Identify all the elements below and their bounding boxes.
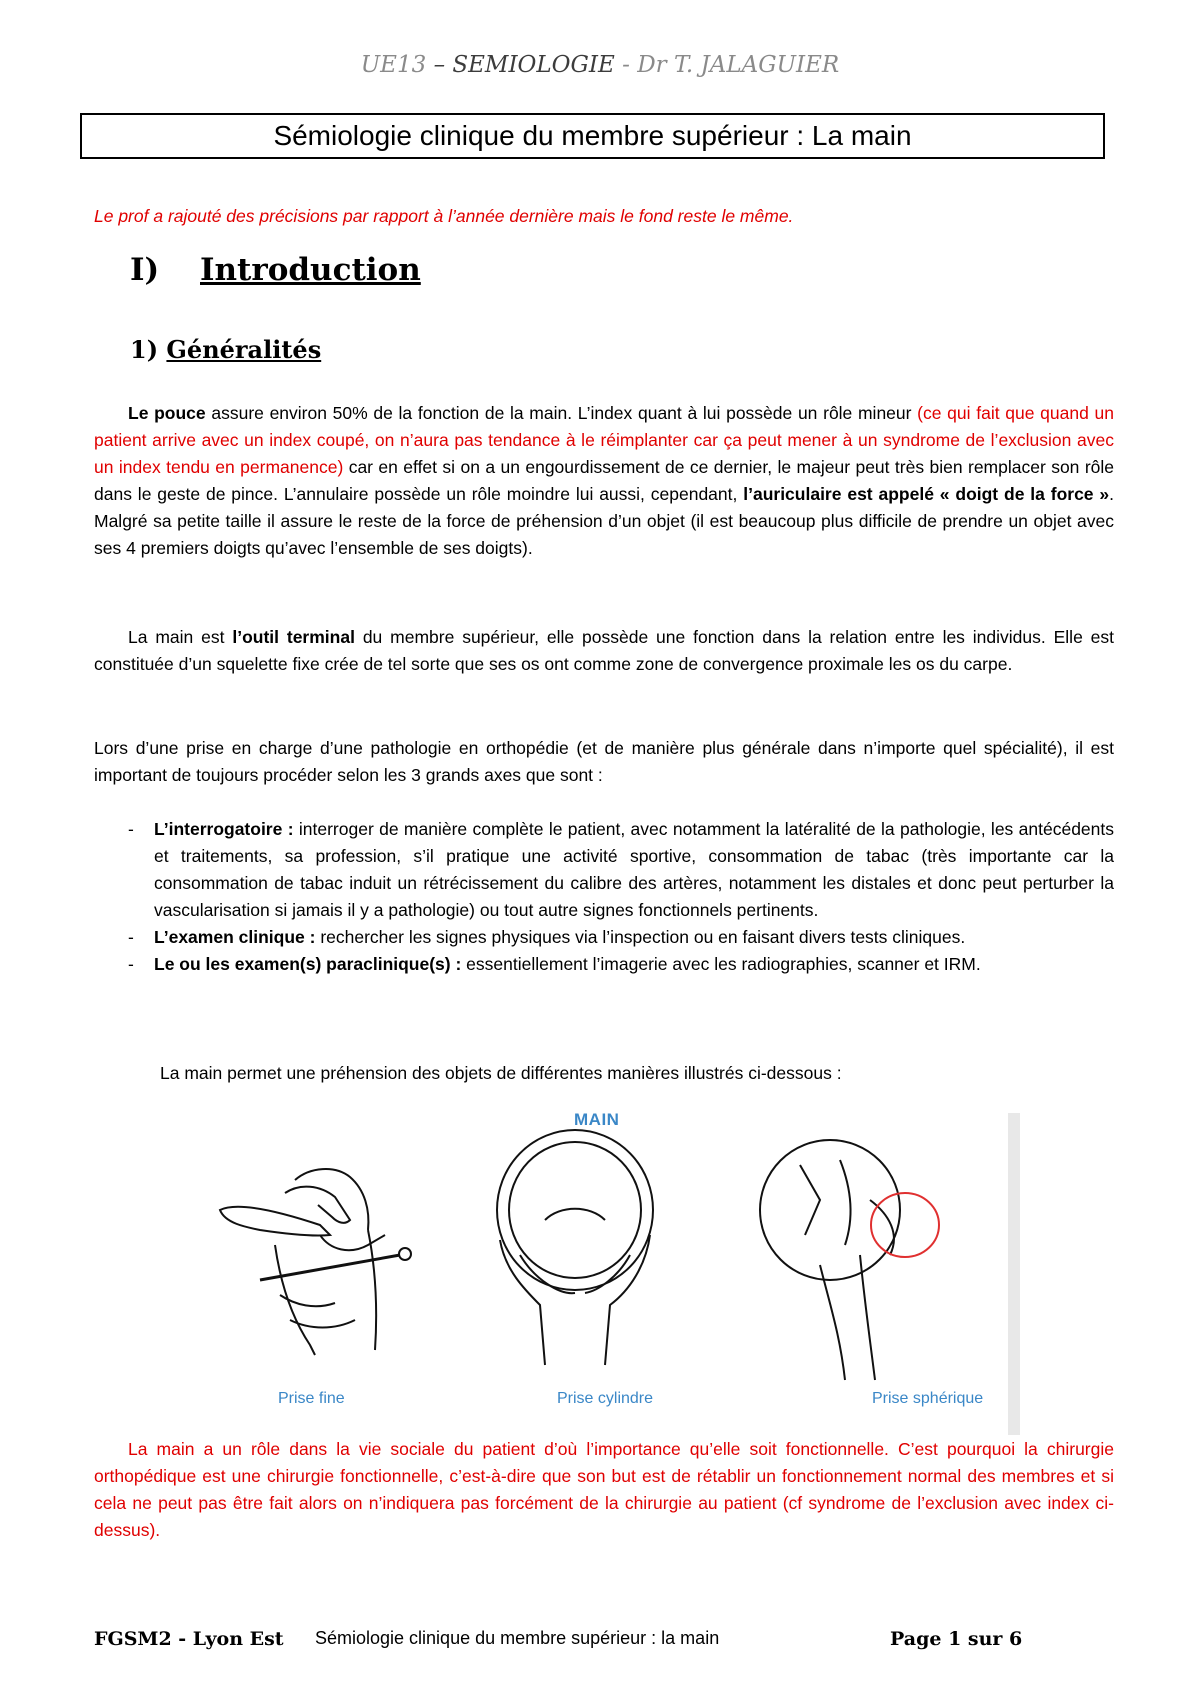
subsection-number: 1) <box>130 335 159 364</box>
header-dash: – <box>433 52 446 78</box>
bullet-dash: - <box>128 954 134 974</box>
paragraph-thumb <box>94 400 1114 562</box>
page-header <box>0 52 1200 78</box>
spherical-grip-illustration <box>760 1140 900 1380</box>
para1-red-note: (ce qui fait que quand un patient arrive avec un index coupé, on n’aura pas tendance à le réimplanter car ça peut mener à un syndrome de l’exclusion avec un index tendu en permanence) <box>94 403 1114 477</box>
header-sep: - <box>622 52 630 78</box>
header-subject: SEMIOLOGIE <box>452 52 615 78</box>
document-title: Sémiologie clinique du membre supérieur : La main <box>80 113 1105 159</box>
paragraph-social-role <box>94 1436 1114 1544</box>
para2-text-1: La main est <box>128 627 233 647</box>
figure-title: MAIN <box>574 1110 620 1129</box>
para1-text-2: car en effet si on a un engourdissement de ce dernier, le majeur peut très bien remplacer son rôle dans le geste de pince. L’annulaire possède un rôle moindre lui aussi, cependant, <box>94 457 1114 504</box>
section-number: I) <box>130 252 160 288</box>
caption-spherical-grip: Prise sphérique <box>872 1390 984 1407</box>
para1-text-3: . Malgré sa petite taille il assure le reste de la force de préhension d’un objet (il est beaucoup plus difficile de prendre un objet avec ses 4 premiers doigts qu’avec l’ensemble de ses doigts). <box>94 484 1114 558</box>
bullet-text: rechercher les signes physiques via l’inspection ou en faisant divers tests cliniques. <box>315 927 966 947</box>
subsection-heading <box>130 335 321 364</box>
caption-fine-grip: Prise fine <box>278 1390 345 1407</box>
caption-cylinder-grip: Prise cylindre <box>557 1390 654 1407</box>
section-title: Introduction <box>200 252 421 288</box>
bullet-dash: - <box>128 927 134 947</box>
para4-text: La main a un rôle dans la vie sociale du patient d’où l’importance qu’elle soit fonctionnelle. C’est pourquoi la chirurgie orthopédique est une chirurgie fonctionnelle, c’est-à-dire que son but est de rétablir un fonctionnement normal des membres et si cela ne peut pas être fait alors on n’indiquera pas forcément de la chirurgie au patient (cf syndrome de l’exclusion avec index ci-dessus). <box>94 1439 1114 1540</box>
bullet-text: essentiellement l’imagerie avec les radiographies, scanner et IRM. <box>461 954 981 974</box>
bullet-text: interroger de manière complète le patient, avec notamment la latéralité de la pathologie, les antécédents et traitements, sa profession, s’il pratique une activité sportive, consommation de tabac (très importante car la consommation de tabac induit un rétrécissement du calibre des artères, notamment les distales et donc peut perturber la vascularisation si jamais il y a pathologie) ou tout autre signes fonctionnels pertinents. <box>154 819 1115 920</box>
list-item <box>94 951 1114 978</box>
paragraph-terminal-tool <box>94 624 1114 678</box>
list-item <box>94 816 1114 924</box>
para2-bold: l’outil terminal <box>232 627 355 647</box>
footer-left: FGSM2 - Lyon Est <box>94 1628 284 1650</box>
subsection-title: Généralités <box>166 335 322 364</box>
section-heading <box>130 252 421 288</box>
axes-list <box>94 816 1114 978</box>
para1-text-1: assure environ 50% de la fonction de la main. L’index quant à lui possède un rôle mineur <box>205 403 918 423</box>
highlight-circle-icon <box>871 1193 939 1257</box>
list-item <box>94 924 1114 951</box>
bullet-label: L’examen clinique : <box>154 927 316 947</box>
header-author: Dr T. JALAGUIER <box>637 52 840 78</box>
fine-grip-illustration <box>220 1169 411 1355</box>
bullet-dash: - <box>128 819 134 839</box>
header-course: UE13 <box>360 52 427 78</box>
figure-intro: La main permet une préhension des objets de différentes manières illustrés ci-dessous : <box>160 1063 842 1083</box>
paragraph-three-axes: Lors d’une prise en charge d’une pathologie en orthopédie (et de manière plus générale dans n’importe quel spécialité), il est important de toujours procéder selon les 3 grands axes que sont : <box>94 738 1114 785</box>
editor-note: Le prof a rajouté des précisions par rapport à l’année dernière mais le fond reste le même. <box>94 206 794 226</box>
para1-bold-pinky: l’auriculaire est appelé « doigt de la force » <box>743 484 1110 504</box>
para1-bold-thumb: Le pouce <box>128 403 206 423</box>
para2-text-2: du membre supérieur, elle possède une fonction dans la relation entre les individus. Elle est constituée d’un squelette fixe crée de tel sorte que ses os ont comme zone de convergence proximale les os du carpe. <box>94 627 1115 674</box>
cylinder-grip-illustration <box>497 1130 653 1365</box>
grip-figure <box>200 1105 1020 1435</box>
footer-page-number: Page 1 sur 6 <box>890 1628 1023 1650</box>
bullet-label: L’interrogatoire : <box>154 819 294 839</box>
bullet-label: Le ou les examen(s) paraclinique(s) : <box>154 954 462 974</box>
footer-center: Sémiologie clinique du membre supérieur : la main <box>315 1628 720 1648</box>
